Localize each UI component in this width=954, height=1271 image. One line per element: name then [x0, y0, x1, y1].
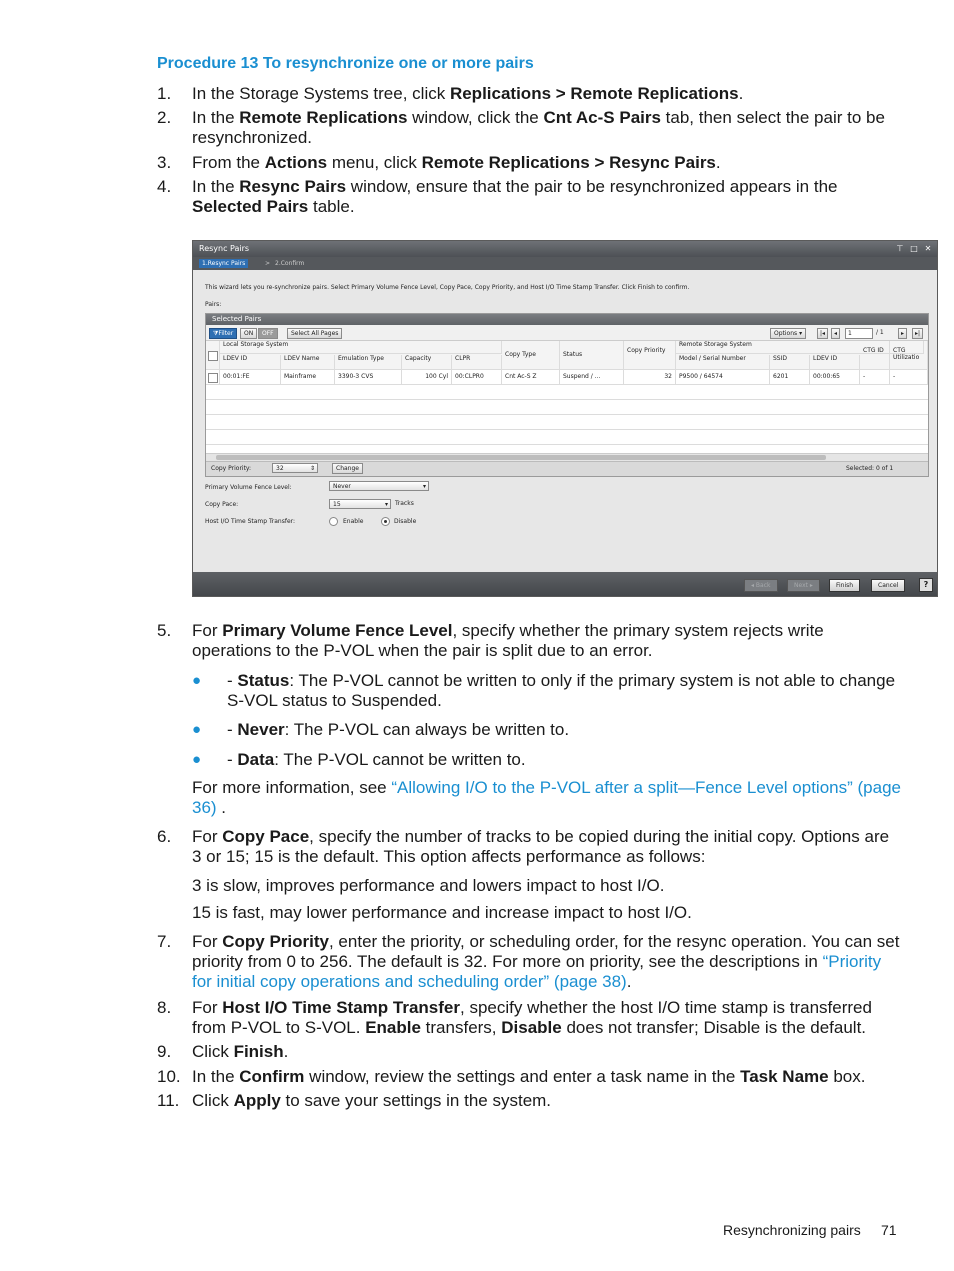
step-text	[192, 153, 902, 173]
cell-copy-type: Cnt Ac-S Z	[502, 370, 560, 384]
col-ldev-id[interactable]: LDEV ID	[220, 355, 281, 369]
disable-radio[interactable]	[381, 517, 390, 526]
step-number: 3.	[157, 153, 172, 172]
step-text	[192, 1067, 902, 1087]
step-number: 2.	[157, 108, 172, 127]
next-page-icon[interactable]: ▸	[898, 328, 907, 339]
enable-radio[interactable]	[329, 517, 338, 526]
col-ssid[interactable]: SSID	[770, 355, 810, 369]
enable-label: Enable	[343, 518, 364, 525]
ui-term: Status	[237, 671, 290, 690]
step-number: 6.	[157, 827, 172, 846]
step-5	[157, 621, 902, 661]
step-4	[157, 177, 902, 217]
row-checkbox[interactable]	[208, 373, 218, 383]
select-all-pages-button[interactable]: Select All Pages	[287, 328, 342, 339]
col-clpr[interactable]: CLPR	[452, 355, 502, 369]
group-local-storage: Local Storage System	[220, 341, 502, 354]
ui-term: Resync Pairs	[239, 177, 347, 196]
step-text	[192, 932, 902, 992]
filter-on-button[interactable]: ON	[240, 328, 257, 339]
fence-option-never	[192, 720, 902, 740]
copy-priority-spinner[interactable]: 32 ⇕	[272, 463, 318, 473]
step-10	[157, 1067, 902, 1087]
text-run: In the	[192, 1067, 240, 1086]
step-3	[157, 153, 902, 173]
text-run: , enter the priority, or scheduling order, for the resync operation. You can set priority from 0 to 256. The default is 32. For more on priority, see the descriptions in	[192, 932, 900, 971]
ui-term: Remote Replications	[239, 108, 408, 127]
ui-term: Remote Replications > Resync Pairs	[421, 153, 716, 172]
step-2	[157, 108, 902, 148]
ui-term: Apply	[233, 1091, 281, 1110]
change-button[interactable]: Change	[332, 463, 363, 474]
ui-term: Copy Priority	[222, 932, 329, 951]
text-run: box.	[828, 1067, 866, 1086]
ui-term: Host I/O Time Stamp Transfer	[222, 998, 460, 1017]
fence-level-label: Primary Volume Fence Level:	[205, 484, 292, 491]
footer-section-title: Resynchronizing pairs	[723, 1222, 861, 1238]
text-run: , specify whether the host I/O time stamp is transferred from P-VOL to S-VOL.	[192, 998, 872, 1037]
pin-icon[interactable]: ⊤	[896, 244, 904, 253]
cell-capacity: 100 Cyl	[402, 370, 452, 384]
text-run: window, click the	[407, 108, 544, 127]
col-copy-priority[interactable]: Copy Priority	[624, 341, 676, 369]
table-toolbar	[206, 325, 928, 341]
ui-term: Disable	[501, 1018, 562, 1037]
empty-row	[206, 445, 928, 453]
col-remote-ldev-id[interactable]: LDEV ID	[810, 355, 860, 369]
select-all-checkbox[interactable]	[208, 351, 218, 361]
col-ctg-utilization[interactable]: CTG Utilizatio	[890, 341, 928, 369]
wizard-separator: >	[265, 260, 271, 267]
text-run: For	[192, 621, 223, 640]
ui-term: Finish	[233, 1042, 284, 1061]
text-run: : The P-VOL cannot be written to only if the primary system is not able to change S-VOL status to Suspended.	[227, 671, 896, 710]
step-text	[192, 84, 902, 104]
text-run: From the	[192, 153, 265, 172]
ui-term: Data	[237, 750, 275, 769]
text-run: transfers,	[420, 1018, 502, 1037]
cell-ldev-name: Mainframe	[281, 370, 335, 384]
filter-off-button[interactable]: OFF	[258, 328, 278, 339]
step-7	[157, 932, 902, 992]
selected-count: Selected: 0 of 1	[846, 465, 894, 472]
empty-row	[206, 400, 928, 415]
step-number: 1.	[157, 84, 172, 103]
step-text	[192, 621, 902, 661]
step-text	[192, 1042, 902, 1062]
text-run: For more information, see	[192, 778, 392, 797]
chevron-down-icon: ▾	[384, 501, 388, 508]
text-run: , specify the number of tracks to be copied during the initial copy. Options are 3 or 15; 15 is the default. This option affects performance as follows:	[192, 827, 890, 866]
text-run: Click	[192, 1042, 234, 1061]
col-status[interactable]: Status	[560, 341, 624, 369]
col-capacity[interactable]: Capacity	[402, 355, 452, 369]
step-number: 10.	[157, 1067, 181, 1086]
ui-term: Enable	[365, 1018, 421, 1037]
header-checkbox-cell	[206, 341, 220, 369]
ui-term: Primary Volume Fence Level	[222, 621, 453, 640]
text-run: For	[192, 932, 223, 951]
text-run: Click	[192, 1091, 234, 1110]
cell-status: Suspend / ...	[560, 370, 624, 384]
step-text	[192, 108, 902, 148]
disable-label: Disable	[394, 518, 417, 525]
step-1	[157, 84, 902, 104]
cell-ssid: 6201	[770, 370, 810, 384]
cell-copy-priority: 32	[624, 370, 676, 384]
copy-pace-select[interactable]: 15 ▾	[329, 499, 391, 509]
col-copy-type[interactable]: Copy Type	[502, 341, 560, 369]
step-number: 11.	[157, 1091, 180, 1110]
page-number-input[interactable]: 1	[845, 328, 873, 339]
text-run: table.	[308, 197, 355, 216]
text-run: , specify whether the primary system rejects write operations to the P-VOL when the pair is split due to an error.	[192, 621, 824, 660]
text-run: tab, then select the pair to be resynchronized.	[192, 108, 885, 147]
text-run: .	[283, 1042, 289, 1061]
col-ldev-name[interactable]: LDEV Name	[281, 355, 335, 369]
maximize-icon[interactable]: □	[910, 244, 918, 253]
step-number: 8.	[157, 998, 172, 1017]
step-number: 9.	[157, 1042, 172, 1061]
text-run: window, review the settings and enter a task name in the	[304, 1067, 741, 1086]
horizontal-scrollbar[interactable]	[206, 453, 928, 461]
text-run: does not transfer; Disable is the default.	[561, 1018, 867, 1037]
dialog-title-bar	[193, 241, 937, 257]
text-run: to save your settings in the system.	[280, 1091, 552, 1110]
step-6	[157, 827, 902, 867]
wizard-step-resync: 1.Resync Pairs	[199, 259, 248, 268]
cell-ldev-id: 00:01:FE	[220, 370, 281, 384]
cancel-button[interactable]: Cancel	[871, 579, 905, 592]
text-run: .	[216, 798, 227, 817]
col-model-serial[interactable]: Model / Serial Number	[676, 355, 770, 369]
cell-ctg-id: -	[860, 370, 890, 384]
cross-reference-link[interactable]: “Allowing I/O to the P-VOL after a split—Fence Level options” (page 36)	[192, 778, 901, 817]
table-header	[206, 341, 928, 370]
text-run: : The P-VOL cannot be written to.	[274, 750, 526, 769]
empty-row	[206, 415, 928, 430]
page-number: 71	[881, 1222, 897, 1238]
text-run: : The P-VOL can always be written to.	[284, 720, 570, 739]
col-emulation-type[interactable]: Emulation Type	[335, 355, 402, 369]
pairs-label: Pairs:	[205, 301, 222, 308]
resync-pairs-dialog	[192, 240, 938, 597]
step-number: 7.	[157, 932, 172, 951]
options-dropdown[interactable]: Options ▾	[770, 328, 806, 339]
text-run: menu, click	[327, 153, 422, 172]
text-run: -	[227, 720, 238, 739]
fence-option-data	[192, 750, 902, 770]
more-info-paragraph	[192, 778, 902, 818]
spinner-arrows-icon[interactable]: ⇕	[309, 465, 315, 472]
wizard-steps	[193, 257, 937, 270]
text-run: For	[192, 998, 223, 1017]
step-number: 5.	[157, 621, 172, 640]
selected-pairs-title: Selected Pairs	[206, 314, 928, 325]
cell-emulation-type: 3390-3 CVS	[335, 370, 402, 384]
text-run: .	[738, 84, 744, 103]
bullet-icon: ●	[192, 751, 202, 768]
ui-term: Replications > Remote Replications	[449, 84, 739, 103]
copy-pace-label: Copy Pace:	[205, 501, 239, 508]
first-page-icon[interactable]: |◂	[817, 328, 828, 339]
pace-slow-text: 3 is slow, improves performance and lowers impact to host I/O.	[192, 876, 665, 895]
copy-priority-bar	[206, 461, 928, 476]
cell-ctg-utilization: -	[890, 370, 928, 384]
next-button[interactable]: Next ▸	[787, 579, 820, 592]
step-text	[192, 177, 902, 217]
step-number: 4.	[157, 177, 172, 196]
help-icon[interactable]: ?	[919, 578, 933, 592]
timestamp-transfer-label: Host I/O Time Stamp Transfer:	[205, 518, 296, 525]
dialog-description: This wizard lets you re-synchronize pairs. Select Primary Volume Fence Level, Copy Pace, Copy Priority, and Host I/O Time Stamp Transfer. Click Finish to confirm.	[205, 284, 690, 291]
empty-row	[206, 430, 928, 445]
text-run: .	[626, 972, 632, 991]
cell-model-serial: P9500 / 64574	[676, 370, 770, 384]
step-8	[157, 998, 902, 1038]
page-total: / 1	[876, 329, 884, 336]
text-run: For	[192, 827, 223, 846]
copy-pace-unit: Tracks	[395, 500, 414, 507]
text-run: In the	[192, 108, 240, 127]
text-run: -	[227, 671, 238, 690]
copy-priority-label: Copy Priority:	[211, 465, 252, 472]
finish-button[interactable]: Finish	[829, 579, 860, 592]
prev-page-icon[interactable]: ◂	[831, 328, 840, 339]
back-button[interactable]: ◂ Back	[744, 579, 778, 592]
empty-row	[206, 385, 928, 400]
fence-option-status	[192, 671, 902, 711]
filter-icon: ⧩	[213, 330, 219, 337]
text-run: .	[715, 153, 721, 172]
filter-button[interactable]: ⧩Filter	[209, 328, 237, 339]
table-row[interactable]	[206, 370, 928, 385]
ui-term: Cnt Ac-S Pairs	[543, 108, 661, 127]
ui-term: Copy Pace	[222, 827, 310, 846]
step-11	[157, 1091, 902, 1111]
col-ctg-id[interactable]: CTG ID	[860, 341, 890, 369]
pace-fast-text: 15 is fast, may lower performance and increase impact to host I/O.	[192, 903, 692, 922]
bullet-icon: ●	[192, 672, 202, 689]
procedure-heading: Procedure 13 To resynchronize one or more pairs	[157, 55, 534, 72]
last-page-icon[interactable]: ▸|	[912, 328, 923, 339]
cell-clpr: 00:CLPR0	[452, 370, 502, 384]
dialog-title: Resync Pairs	[199, 244, 250, 253]
bullet-icon: ●	[192, 721, 202, 738]
fence-level-select[interactable]: Never ▾	[329, 481, 429, 491]
text-run: In the Storage Systems tree, click	[192, 84, 450, 103]
step-text	[192, 827, 902, 867]
cross-reference-link[interactable]: “Priority for initial copy operations and scheduling order” (page 38)	[192, 952, 882, 991]
wizard-step-confirm: 2.Confirm	[275, 260, 305, 267]
text-run: -	[227, 750, 238, 769]
ui-term: Task Name	[740, 1067, 829, 1086]
step-text	[192, 998, 902, 1038]
ui-term: Actions	[264, 153, 328, 172]
ui-term: Selected Pairs	[192, 197, 309, 216]
chevron-down-icon: ▾	[422, 483, 426, 490]
step-text	[192, 1091, 902, 1111]
row-checkbox-cell	[206, 370, 220, 384]
dialog-footer	[193, 572, 937, 596]
text-run: In the	[192, 177, 240, 196]
step-9	[157, 1042, 902, 1062]
ui-term: Confirm	[239, 1067, 305, 1086]
cell-remote-ldev-id: 00:00:65	[810, 370, 860, 384]
selected-pairs-panel	[205, 313, 929, 477]
group-remote-storage: Remote Storage System	[676, 341, 924, 354]
ui-term: Never	[237, 720, 285, 739]
scrollbar-thumb[interactable]	[216, 455, 826, 460]
text-run: window, ensure that the pair to be resynchronized appears in the	[346, 177, 838, 196]
close-icon[interactable]: ✕	[924, 244, 932, 253]
